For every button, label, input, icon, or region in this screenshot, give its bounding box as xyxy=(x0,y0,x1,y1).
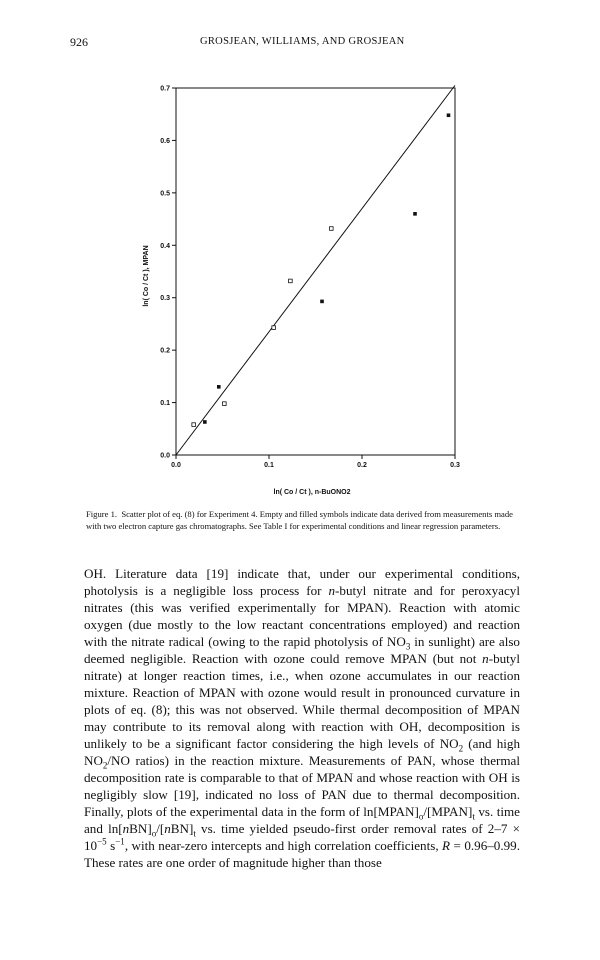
body-text-run: /NO ratios) in the reaction mixture. Measurements of PAN, whose thermal decomposition rate is comparable to that of MPAN and whose reaction with OH is negligibly slow [19], indicated no loss of PAN due to thermal decomposition. Finally, plots of the experimental data in the form of ln[MPAN] xyxy=(84,753,520,819)
body-superscript: −1 xyxy=(115,836,125,847)
y-tick-label: 0.1 xyxy=(160,400,170,408)
y-tick-label: 0.2 xyxy=(160,347,170,355)
body-text-run: , with near-zero intercepts and high correlation coefficients, xyxy=(124,838,443,853)
body-text-run: vs. time and ln[ xyxy=(84,804,520,836)
data-points xyxy=(192,113,450,426)
body-subscript: 2 xyxy=(102,760,108,771)
body-italic: n xyxy=(482,651,489,666)
x-tick-label: 0.3 xyxy=(450,462,460,469)
regression-line xyxy=(176,85,455,455)
y-axis-ticks xyxy=(160,86,176,460)
x-tick-label: 0.0 xyxy=(171,462,181,469)
body-subscript: t xyxy=(193,828,196,839)
body-italic: n xyxy=(328,583,336,598)
body-subscript: o xyxy=(151,828,157,839)
x-axis-ticks xyxy=(171,455,460,469)
data-point-filled xyxy=(320,300,324,304)
body-text-run: /[MPAN] xyxy=(423,804,473,819)
body-text-run: BN] xyxy=(170,821,194,836)
x-tick-label: 0.2 xyxy=(357,462,367,469)
y-tick-label: 0.0 xyxy=(160,452,170,460)
body-italic: n xyxy=(122,821,130,836)
y-tick-label: 0.6 xyxy=(160,137,170,145)
data-point-empty xyxy=(289,279,293,283)
body-text-run: vs. time yielded pseudo-first order removal rates of 2–7 × 10 xyxy=(84,821,520,853)
body-italic: n xyxy=(164,821,171,836)
body-text-run: s xyxy=(106,838,116,853)
data-point-empty xyxy=(223,402,227,406)
y-axis-label: ln( Co / Ct ), MPAN xyxy=(143,245,150,307)
x-tick-label: 0.1 xyxy=(264,462,274,469)
data-point-filled xyxy=(413,212,417,216)
body-text-run: in sunlight) are also deemed negligible. Reaction with ozone could remove MPAN (but not xyxy=(84,634,520,666)
body-text-run: = 0.96–0.99. These rates are one order of magnitude higher than those xyxy=(84,838,520,870)
data-point-filled xyxy=(217,385,221,389)
body-subscript: t xyxy=(472,811,475,822)
y-tick-label: 0.7 xyxy=(160,85,170,93)
body-text-run: (and high NO xyxy=(84,736,520,768)
body-superscript: −5 xyxy=(97,836,107,847)
data-point-empty xyxy=(192,423,196,427)
body-text-run: -butyl nitrate and for peroxyacyl nitrates (this was verified experimentally for MPAN). Reaction with atomic oxygen (due mostly to the low reactant concentrations employed) and reaction with the nitrate radical (owing to the rapid photolysis of NO xyxy=(84,583,520,649)
caption-label: Figure 1. xyxy=(86,509,118,519)
data-point-empty xyxy=(272,326,276,330)
body-text-run: -butyl nitrate) at longer reaction times, i.e., when ozone accumulates in our reaction mixture. Reaction of MPAN with ozone would result in pronounced curvature in plots of eq. (8); this was not observed. While thermal decomposition of MPAN may contribute to its removal along with reaction with OH, decomposition is unlikely to be a significant factor considering the high levels of NO xyxy=(84,651,520,751)
figure-caption xyxy=(86,508,516,532)
y-tick-label: 0.4 xyxy=(160,242,170,250)
body-subscript: 3 xyxy=(405,641,411,652)
body-text-run: /[ xyxy=(156,821,165,836)
running-head: GROSJEAN, WILLIAMS, AND GROSJEAN xyxy=(200,36,405,47)
data-point-filled xyxy=(447,113,451,117)
y-tick-label: 0.5 xyxy=(160,190,170,198)
body-italic: R xyxy=(442,838,451,853)
page-number: 926 xyxy=(70,35,88,49)
body-subscript: o xyxy=(418,811,424,822)
data-point-empty xyxy=(330,227,334,231)
body-subscript: 2 xyxy=(458,743,464,754)
body-paragraph xyxy=(84,565,520,871)
data-point-filled xyxy=(203,420,207,424)
body-text-run: OH. Literature data [19] indicate that, under our experimental conditions, photolysis is a negligible loss process for xyxy=(84,566,520,598)
caption-text: Scatter plot of eq. (8) for Experiment 4. Empty and filled symbols indicate data derived from measurements made with two electron capture gas chromatographs. See Table I for experimental conditions and linear regression parameters. xyxy=(86,509,513,531)
y-tick-label: 0.3 xyxy=(160,295,170,303)
x-axis-label: ln( Co / Ct ), n-BuONO2 xyxy=(273,489,351,496)
body-text-run: BN] xyxy=(129,821,152,836)
